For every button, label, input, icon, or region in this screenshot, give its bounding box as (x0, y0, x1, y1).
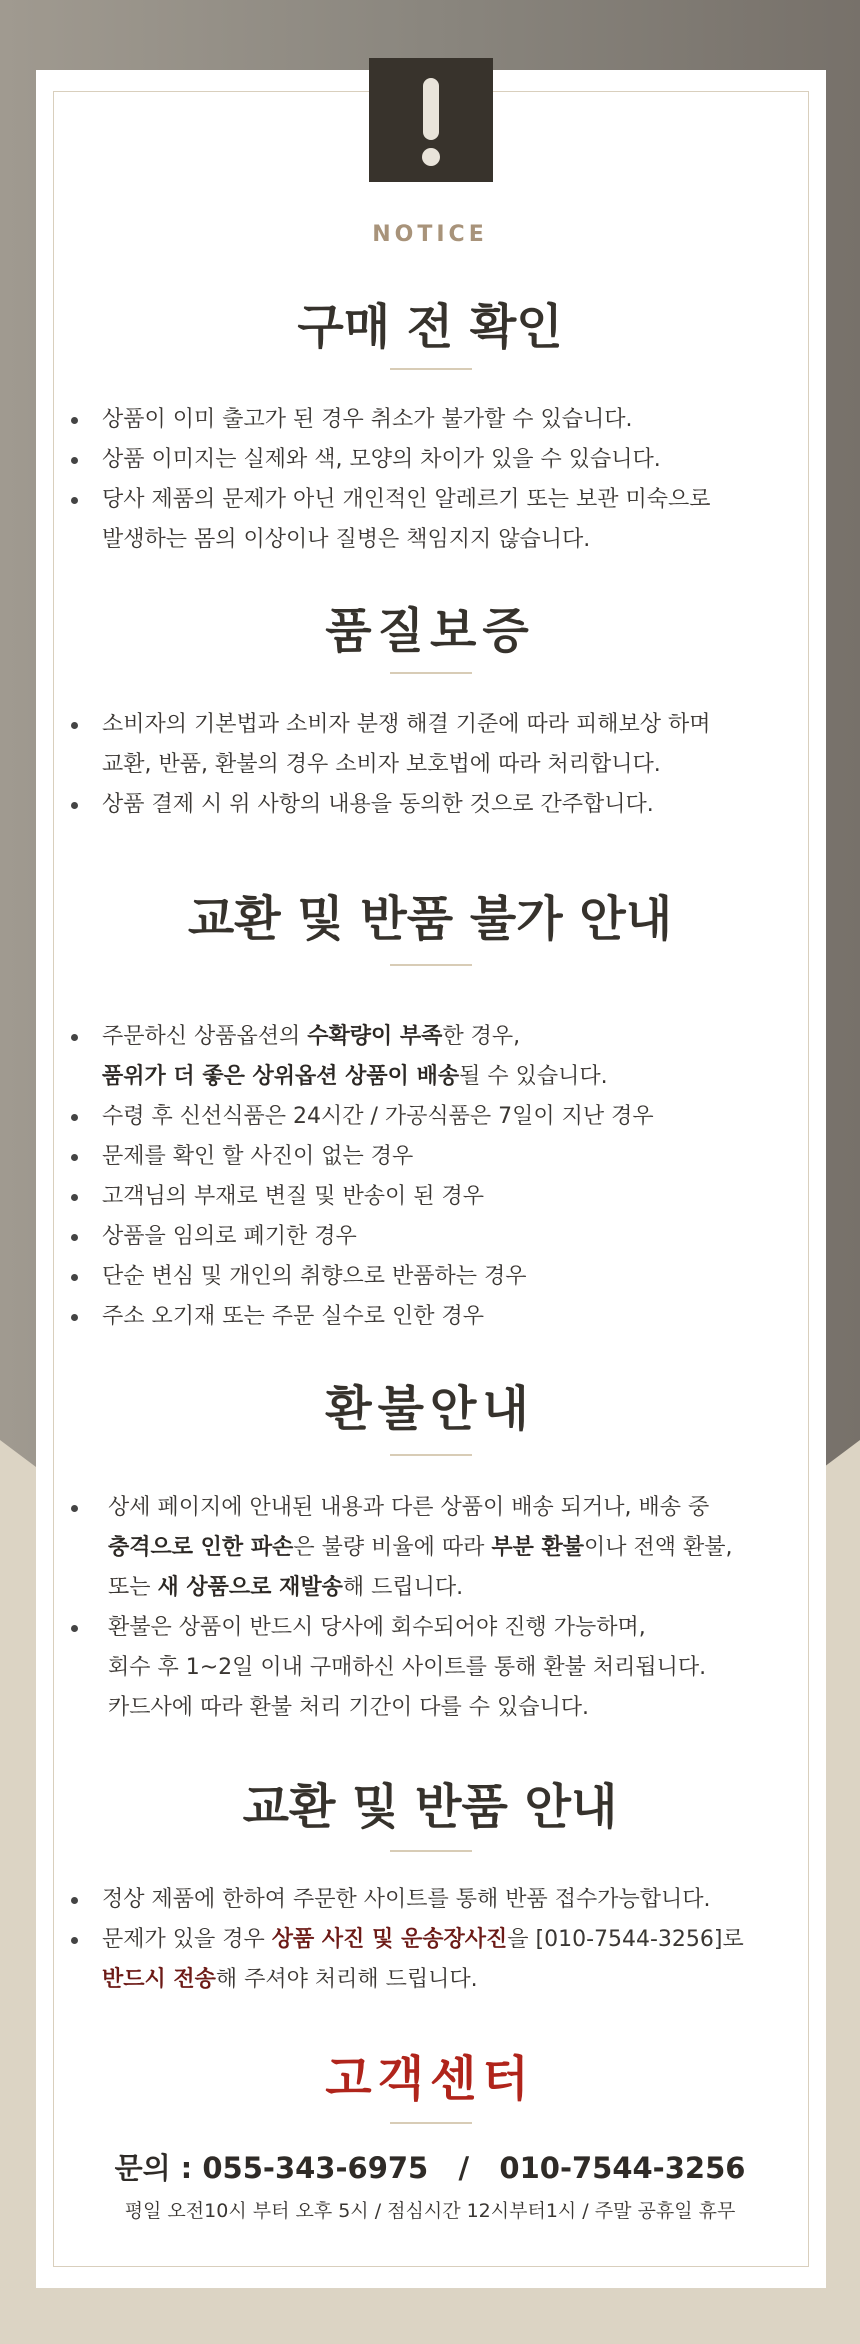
list-item-text: 회수 후 1~2일 이내 구매하신 사이트를 통해 환불 처리됩니다. (108, 1655, 707, 1680)
list-item-text: 카드사에 따라 환불 처리 기간이 다를 수 있습니다. (108, 1695, 589, 1720)
list-item: 상품이 이미 출고가 된 경우 취소가 불가할 수 있습니다. (0, 400, 711, 440)
list-item: 환불은 상품이 반드시 당사에 회수되어야 진행 가능하며, (0, 1608, 733, 1648)
section-title-refund: 환불안내 (325, 1381, 535, 1437)
section-divider (390, 368, 472, 370)
exclamation-bar (423, 78, 439, 140)
text-run: 이나 전액 환불, (584, 1535, 733, 1560)
section-divider (390, 1850, 472, 1852)
text-run: 또는 (108, 1575, 158, 1600)
text-emphasis: 새 상품으로 재발송 (157, 1575, 343, 1600)
quality-list (0, 705, 711, 825)
text-run: 해 드립니다. (342, 1575, 464, 1600)
text-emphasis: 부분 환불 (491, 1535, 585, 1560)
list-item-continued (0, 1568, 733, 1608)
list-item-continued (0, 1688, 733, 1728)
background-corner-left (0, 1440, 40, 1470)
list-item (0, 1017, 654, 1057)
before-purchase-list (0, 400, 711, 560)
no-exchange-list (0, 1017, 654, 1337)
list-item-text: 발생하는 몸의 이상이나 질병은 책임지지 않습니다. (102, 527, 591, 552)
contact-phone-numbers: 문의 : 055-343-6975 / 010-7544-3256 (114, 2151, 746, 2185)
list-item: 상품 이미지는 실제와 색, 모양의 차이가 있을 수 있습니다. (0, 440, 711, 480)
section-divider (390, 672, 472, 674)
text-run: 문제가 있을 경우 (102, 1927, 272, 1952)
text-emphasis: 수확량이 부족 (307, 1024, 443, 1049)
section-title-exchange: 교환 및 반품 안내 (242, 1779, 618, 1835)
list-item: 수령 후 신선식품은 24시간 / 가공식품은 7일이 지난 경우 (0, 1097, 654, 1137)
section-divider (390, 1454, 472, 1456)
text-run: 을 [010-7544-3256]로 (507, 1927, 744, 1952)
list-item: 상세 페이지에 안내된 내용과 다른 상품이 배송 되거나, 배송 중 (0, 1488, 733, 1528)
list-item: 정상 제품에 한하여 주문한 사이트를 통해 반품 접수가능합니다. (0, 1880, 744, 1920)
list-item (0, 1920, 744, 1960)
notice-label: NOTICE (372, 222, 488, 247)
text-run: 은 불량 비율에 따라 (293, 1535, 492, 1560)
text-emphasis: 상품 사진 및 운송장사진 (271, 1927, 508, 1952)
exclamation-dot (422, 148, 440, 166)
text-emphasis: 충격으로 인한 파손 (108, 1535, 294, 1560)
section-title-before-purchase: 구매 전 확인 (297, 299, 563, 355)
list-item: 상품을 임의로 폐기한 경우 (0, 1217, 654, 1257)
text-emphasis: 품위가 더 좋은 상위옵션 상품이 배송 (102, 1064, 460, 1089)
list-item-continued (0, 520, 711, 560)
text-run: 될 수 있습니다. (459, 1064, 608, 1089)
list-item-text: 교환, 반품, 환불의 경우 소비자 보호법에 따라 처리합니다. (102, 752, 661, 777)
list-item-continued (0, 745, 711, 785)
list-item-continued (0, 1528, 733, 1568)
list-item-continued (0, 1648, 733, 1688)
background-corner-right (820, 1440, 860, 1470)
section-divider (390, 964, 472, 966)
list-item: 상품 결제 시 위 사항의 내용을 동의한 것으로 간주합니다. (0, 785, 711, 825)
section-title-customer-center: 고객센터 (325, 2051, 535, 2107)
business-hours: 평일 오전10시 부터 오후 5시 / 점심시간 12시부터1시 / 주말 공휴일 휴무 (124, 2200, 736, 2222)
text-run: 해 주셔야 처리해 드립니다. (215, 1967, 478, 1992)
refund-list (0, 1488, 733, 1728)
list-item: 고객님의 부재로 변질 및 반송이 된 경우 (0, 1177, 654, 1217)
text-run: 한 경우, (442, 1024, 521, 1049)
section-title-quality: 품질보증 (325, 603, 535, 659)
list-item-continued (0, 1960, 744, 2000)
list-item-continued (0, 1057, 654, 1097)
list-item: 주소 오기재 또는 주문 실수로 인한 경우 (0, 1297, 654, 1337)
text-emphasis: 반드시 전송 (102, 1967, 216, 1992)
exchange-list (0, 1880, 744, 2000)
list-item: 당사 제품의 문제가 아닌 개인적인 알레르기 또는 보관 미숙으로 (0, 480, 711, 520)
list-item: 문제를 확인 할 사진이 없는 경우 (0, 1137, 654, 1177)
list-item: 소비자의 기본법과 소비자 분쟁 해결 기준에 따라 피해보상 하며 (0, 705, 711, 745)
section-divider (390, 2122, 472, 2124)
text-run: 주문하신 상품옵션의 (102, 1024, 308, 1049)
list-item: 단순 변심 및 개인의 취향으로 반품하는 경우 (0, 1257, 654, 1297)
section-title-no-exchange: 교환 및 반품 불가 안내 (187, 891, 673, 947)
exclamation-icon (369, 58, 493, 182)
